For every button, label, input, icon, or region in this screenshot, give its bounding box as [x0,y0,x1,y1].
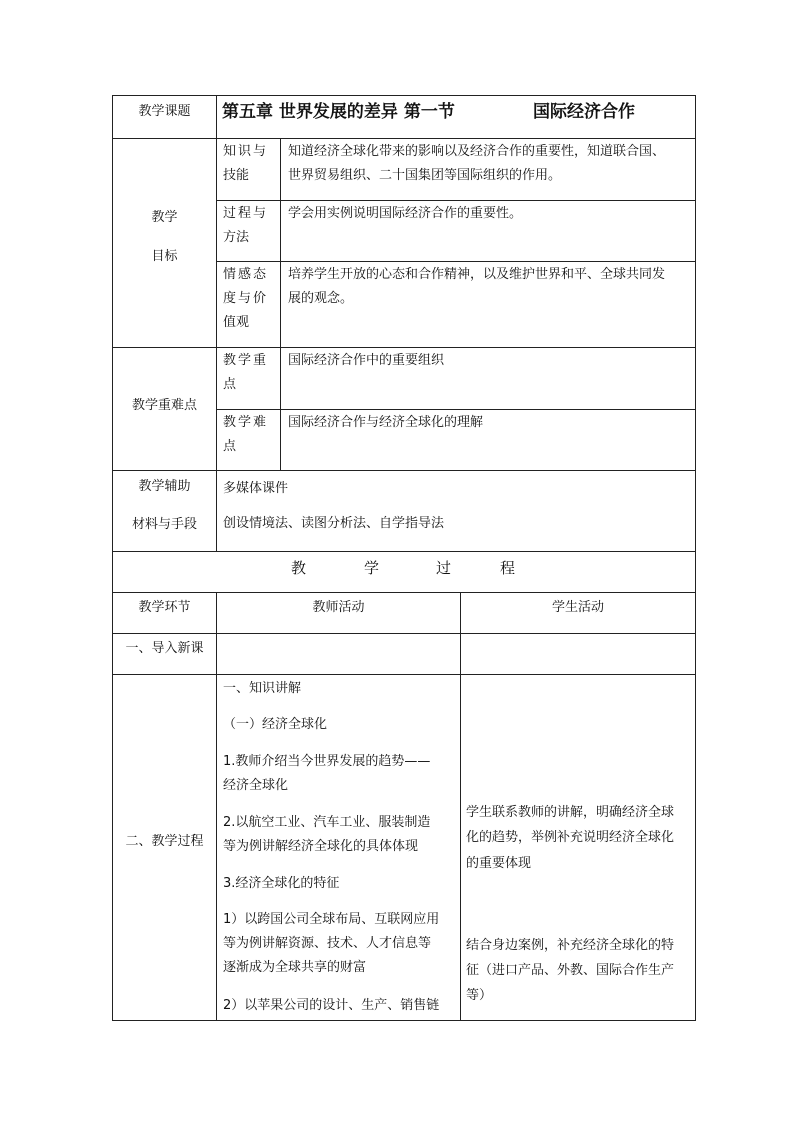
objective-category: 技能 [223,168,250,183]
table-border [695,95,696,1021]
student-activity-line: 征（进口产品、外教、国际合作生产 [466,963,675,978]
teacher-activity-line: 等为例讲解经济全球化的具体体现 [223,839,419,854]
teacher-activity-line: 一、知识讲解 [223,681,302,696]
column-header-stage: 教学环节 [138,600,191,615]
student-activity-line: 的重要体现 [466,856,532,871]
difficulty-category: 点 [223,439,237,454]
teacher-activity-line: 逐渐成为全球共享的财富 [223,960,367,975]
objectives-label: 教学 [151,210,178,225]
lesson-title-topic: 国际经济合作 [533,102,635,122]
student-activity-line: 结合身边案例，补充经济全球化的特 [466,938,675,953]
column-header-teacher: 教师活动 [312,600,365,615]
aids-content: 多媒体课件 [223,481,289,496]
table-border [460,592,461,1021]
difficulty-content: 国际经济合作与经济全球化的理解 [288,415,484,430]
table-border [112,1020,696,1021]
objective-category: 情感态 [223,267,269,282]
table-border [217,200,696,201]
table-border [217,261,696,262]
table-border [112,95,696,96]
objective-category: 知识与 [223,144,269,159]
objective-content: 知道经济全球化带来的影响以及经济合作的重要性，知道联合国、 [288,144,666,159]
lesson-title: 第五章 世界发展的差异 第一节 [222,102,455,122]
lesson-label: 教学课题 [138,104,191,119]
teacher-activity-line: 1）以跨国公司全球布局、互联网应用 [223,912,440,927]
process-header-char: 教 [291,559,307,577]
table-border [112,592,696,593]
table-border [112,674,696,675]
student-activity-line: 等） [466,988,493,1003]
stage-intro: 一、导入新课 [125,641,204,656]
process-header-char: 学 [364,559,380,577]
objective-content: 培养学生开放的心态和合作精神，以及维护世界和平、全球共同发 [288,267,666,282]
key-points-label: 教学重难点 [131,398,197,413]
teacher-activity-line: 2.以航空工业、汽车工业、服装制造 [223,815,431,830]
stage-main: 二、教学过程 [125,834,204,849]
table-border [112,138,696,139]
table-border [112,347,696,348]
aids-label: 材料与手段 [131,517,197,532]
objective-content: 学会用实例说明国际经济合作的重要性。 [288,206,523,221]
table-border [112,470,696,471]
objective-category: 方法 [223,230,250,245]
objective-content: 展的观念。 [288,291,354,306]
table-border [112,95,113,1021]
focus-content: 国际经济合作中的重要组织 [288,353,445,368]
column-header-student: 学生活动 [551,600,604,615]
focus-category: 教学重 [223,353,269,368]
teacher-activity-line: 3.经济全球化的特征 [223,876,340,891]
focus-category: 点 [223,377,237,392]
table-border [216,95,217,551]
aids-label: 教学辅助 [138,479,191,494]
objective-category: 过程与 [223,206,269,221]
table-border [112,551,696,552]
objective-category: 度与价 [223,291,269,306]
table-border [112,633,696,634]
teacher-activity-line: 经济全球化 [223,778,289,793]
teacher-activity-line: 等为例讲解资源、技术、人才信息等 [223,936,432,951]
objective-category: 值观 [223,315,250,330]
teacher-activity-line: 2）以苹果公司的设计、生产、销售链 [223,998,440,1013]
difficulty-category: 教学难 [223,415,269,430]
aids-content: 创设情境法、读图分析法、自学指导法 [223,516,445,531]
student-activity-line: 学生联系教师的讲解，明确经济全球 [466,805,675,820]
table-border [216,592,217,1021]
objectives-label: 目标 [151,249,178,264]
student-activity-line: 化的趋势，举例补充说明经济全球化 [466,830,675,845]
table-border [217,409,696,410]
objective-content: 世界贸易组织、二十国集团等国际组织的作用。 [288,168,562,183]
process-header-char: 过 [436,559,452,577]
process-header-char: 程 [500,559,516,577]
table-border [280,138,281,470]
teacher-activity-line: （一）经济全球化 [223,717,328,732]
teacher-activity-line: 1.教师介绍当今世界发展的趋势—— [223,754,431,769]
